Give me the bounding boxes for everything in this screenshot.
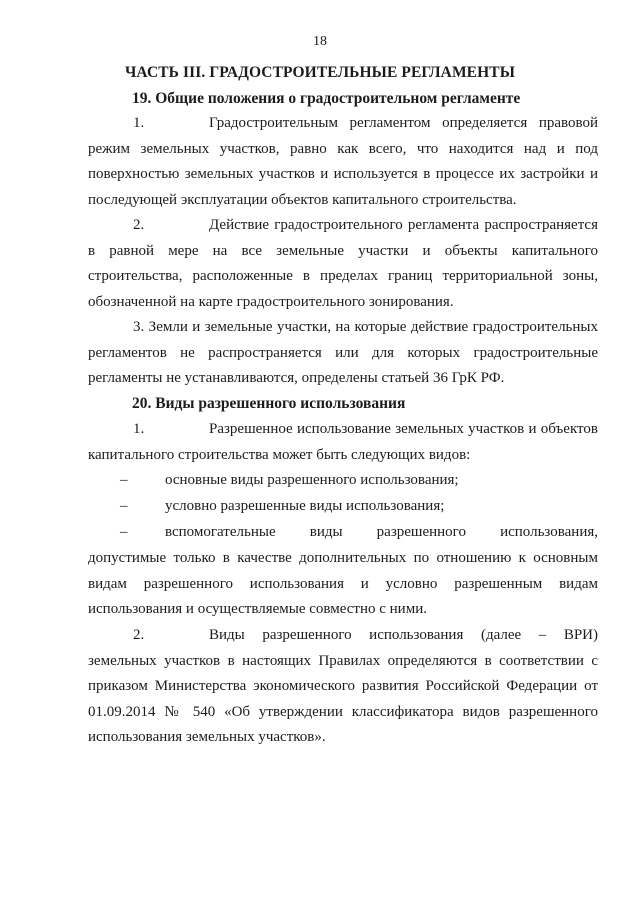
section-19-paragraph-1 (88, 111, 598, 213)
list-item-text: основные виды разрешенного использования; (165, 472, 459, 488)
dash-bullet: – (120, 524, 128, 540)
paragraph-text: Виды разрешенного использования (далее – ВРИ) земельных участков в настоящих Правилах определяются в соответствии с приказом Министерства экономического развития Российской Федерации от 01.09.2014 № 540 «Об утверждении классификатора видов разрешенного использования земельных участков». (88, 627, 598, 746)
part-title: ЧАСТЬ III. ГРАДОСТРОИТЕЛЬНЫЕ РЕГЛАМЕНТЫ (124, 64, 516, 81)
dash-bullet: – (120, 498, 128, 514)
section-19-title: 19. Общие положения о градостроительном регламенте (132, 90, 521, 107)
paragraph-number: 1. (133, 421, 145, 437)
paragraph-number: 1. (133, 115, 145, 131)
paragraph-text: Действие градостроительного регламента распространяется в равной мере на все земельные участки и объекты капитального строительства, расположенные в пределах границ территориальной зоны, обозначенной на карте градостроительного зонирования. (88, 217, 598, 310)
section-20-title: 20. Виды разрешенного использования (132, 395, 406, 412)
section-19-paragraph-2 (88, 213, 598, 315)
list-item-text: условно разрешенные виды использования; (165, 498, 445, 514)
page-number: 18 (313, 34, 327, 49)
list-item-continuation: допустимые только в качестве дополнительных по отношению к основным видам разрешенного использования и условно разрешенным видам использования и осуществляемые совместно с ними. (88, 550, 598, 618)
paragraph-text: Разрешенное использование земельных участков и объектов капитального строительства может быть следующих видов: (88, 421, 598, 463)
list-item-text: вспомогательные виды разрешенного использования, (165, 524, 598, 540)
section-20-paragraph-2 (88, 623, 598, 751)
dash-bullet: – (120, 472, 128, 488)
list-item (88, 494, 598, 520)
paragraph-text: Градостроительным регламентом определяется правовой режим земельных участков, равно как всего, что находится над и под поверхностью земельных участков и используется в процессе их застройки и последующей эксплуатации объектов капитального строительства. (88, 115, 598, 208)
section-19-paragraph-3: 3. Земли и земельные участки, на которые действие градостроительных регламентов не распространяется или для которых градостроительные регламенты не устанавливаются, определены статьей 36 ГрК РФ. (88, 319, 598, 387)
list-item (88, 520, 598, 546)
list-item (88, 468, 598, 494)
paragraph-number: 2. (133, 627, 145, 643)
section-20-paragraph-1 (88, 417, 598, 468)
paragraph-number: 2. (133, 217, 145, 233)
